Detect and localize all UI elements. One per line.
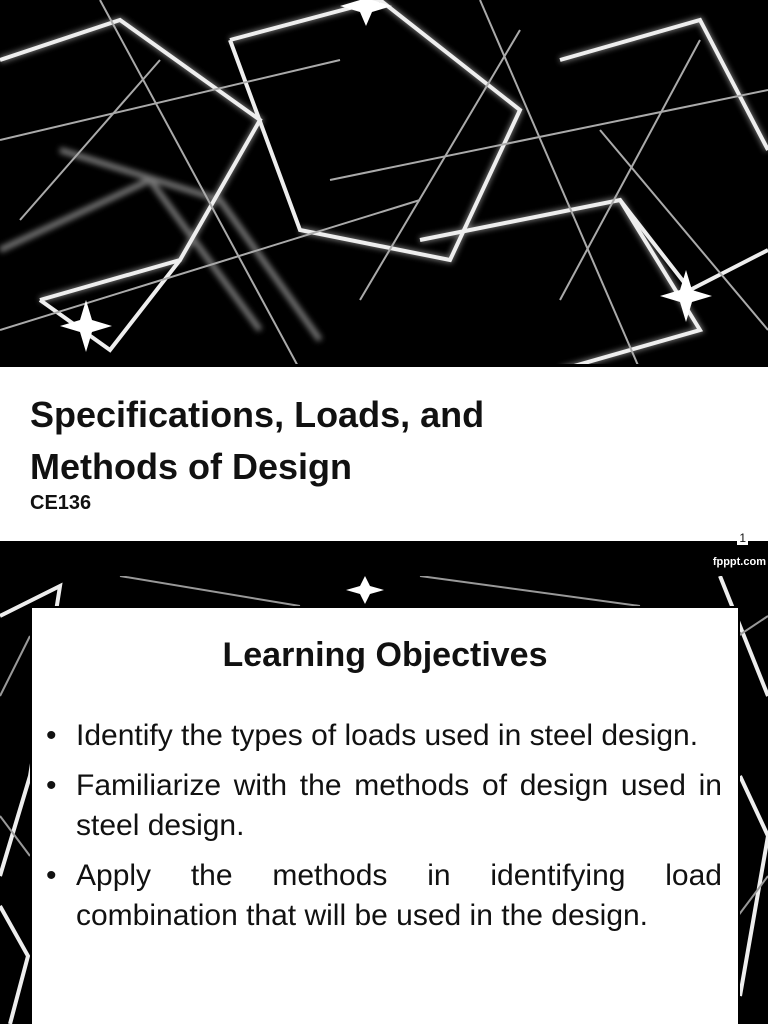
list-item [46,766,722,846]
list-item [46,716,722,756]
list-item [46,856,722,936]
slide-2 [0,576,768,1024]
bullet-icon: • [46,769,57,802]
slide-title: Specifications, Loads, and Methods of Design [30,394,485,487]
list-item-text: Identify the types of loads used in steel design. [76,719,699,752]
list-item-text: Apply the methods in identifying load combination that will be used in the design. [76,859,722,932]
page-number: 1 [739,531,746,545]
section-title: Learning Objectives [222,636,548,674]
bullet-icon: • [46,719,57,752]
watermark-text: fpppt.com [712,556,766,568]
course-code: CE136 [30,492,92,514]
objectives-list [46,716,722,946]
background-lattice-pattern [0,0,768,370]
bullet-icon: • [46,859,57,892]
content-panel [30,606,740,1024]
title-band [0,364,768,544]
list-item-text: Familiarize with the methods of design used in steel design. [76,769,722,842]
